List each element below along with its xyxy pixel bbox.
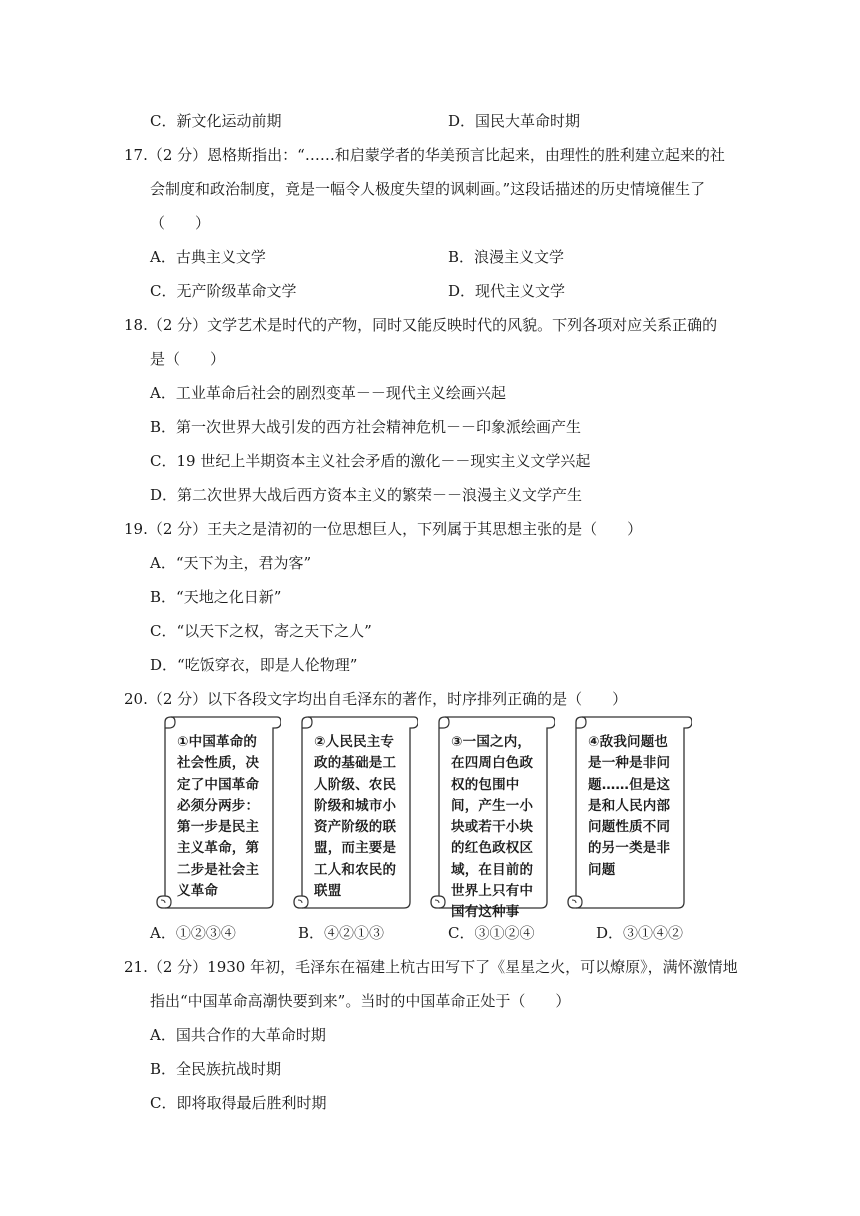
- q17-option-a: A．古典主义文学: [150, 248, 266, 266]
- q18-option-a: A．工业革命后社会的剧烈变革－－现代主义绘画兴起: [150, 384, 506, 402]
- q17-stem-line2: 会制度和政治制度，竟是一幅令人极度失望的讽刺画。”这段话描述的历史情境催生了: [150, 180, 706, 198]
- q20-scroll-2: [292, 716, 416, 910]
- q18-option-d: D．第二次世界大战后西方资本主义的繁荣－－浪漫主义文学产生: [150, 486, 583, 504]
- q20-scroll-1: [155, 716, 279, 910]
- q21-stem-line2: 指出“中国革命高潮快要到来”。当时的中国革命正处于（ ）: [150, 992, 571, 1010]
- q17-option-b: B．浪漫主义文学: [448, 248, 565, 266]
- q21-option-c: C．即将取得最后胜利时期: [150, 1094, 327, 1112]
- q20-scroll-3: [429, 716, 553, 921]
- q17-stem-line1: 17.（2 分）恩格斯指出：“……和启蒙学者的华美预言比起来，由理性的胜利建立起来的社: [124, 146, 725, 164]
- q19-option-c: C．“以天下之权，寄之天下之人”: [150, 622, 372, 640]
- q17-option-d: D．现代主义文学: [448, 282, 566, 300]
- q17-option-c: C．无产阶级革命文学: [150, 282, 297, 300]
- q20-stem-line1: 20.（2 分）以下各段文字均出自毛泽东的著作，时序排列正确的是（ ）: [124, 690, 628, 708]
- q21-option-a: A．国共合作的大革命时期: [150, 1026, 326, 1044]
- q18-option-b: B．第一次世界大战引发的西方社会精神危机－－印象派绘画产生: [150, 418, 582, 436]
- q19-option-d: D．“吃饭穿衣，即是人伦物理”: [150, 656, 358, 674]
- q20-option-c: C．③①②④: [448, 924, 535, 942]
- q19-option-a: A．“天下为主，君为客”: [150, 554, 312, 572]
- q19-stem-line1: 19.（2 分）王夫之是清初的一位思想巨人，下列属于其思想主张的是（ ）: [124, 520, 643, 538]
- q21-option-b: B．全民族抗战时期: [150, 1060, 282, 1078]
- q18-option-c: C．19 世纪上半期资本主义社会矛盾的激化－－现实主义文学兴起: [150, 452, 591, 470]
- q20-option-d: D．③①④②: [596, 924, 684, 942]
- q18-stem-line2: 是（ ）: [150, 350, 226, 368]
- q21-stem-line1: 21.（2 分）1930 年初，毛泽东在福建上杭古田写下了《星星之火，可以燎原》，满怀激情地: [124, 958, 738, 976]
- q20-scroll-2-text: ②人民民主专政的基础是工人阶级、农民阶级和城市小资产阶级的联盟，而主要是工人和农民的联盟: [314, 734, 397, 900]
- q20-option-a: A．①②③④: [150, 924, 236, 942]
- q16-option-d: D．国民大革命时期: [448, 112, 581, 130]
- q17-stem-line3: （ ）: [150, 214, 211, 232]
- q19-option-b: B．“天地之化日新”: [150, 588, 282, 606]
- q16-option-c: C．新文化运动前期: [150, 112, 282, 130]
- q20-option-b: B．④②①③: [298, 924, 385, 942]
- q20-scroll-4: [566, 716, 690, 910]
- q18-stem-line1: 18.（2 分）文学艺术是时代的产物，同时又能反映时代的风貌。下列各项对应关系正确的: [124, 316, 718, 334]
- q20-scroll-1-text: ①中国革命的社会性质，决定了中国革命必须分两步：第一步是民主主义革命，第二步是社会主义革命: [177, 734, 260, 900]
- q20-scroll-figure: [155, 716, 695, 921]
- q20-scroll-4-text: ④敌我问题也是一种是非问题……但是这是和人民内部问题性质不同的另一类是非问题: [588, 734, 671, 878]
- q20-scroll-3-text: ③一国之内，在四周白色政权的包围中间，产生一小块或若干小块的红色政权区域，在目前的世界上只有中国有这种事: [451, 734, 534, 921]
